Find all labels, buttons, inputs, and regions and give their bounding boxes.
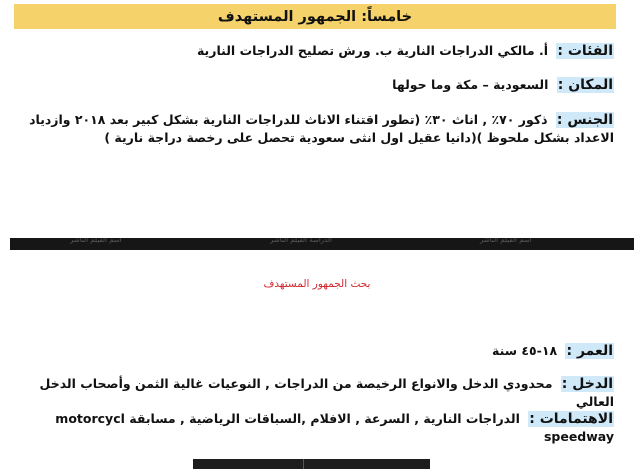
- age-value: ١٨-٤٥ سنة: [492, 343, 558, 358]
- interests-row: [0, 410, 614, 445]
- gender-value-line2: الاعداد بشكل ملحوظ )(دانيا عقيل اول انثى سعودية تحصل على رخصة دراجة نارية ): [104, 130, 614, 145]
- income-value: محدودي الدخل والانواع الرخيصة من الدراجات , النوعيات غالية الثمن وأصحاب الدخل العالي: [39, 376, 614, 409]
- interests-label: الاهتمامات :: [529, 411, 613, 427]
- categories-value: أ. مالكي الدراجات النارية ب. ورش تصليح الدراجات النارية: [196, 43, 548, 58]
- gender-label: الجنس :: [556, 112, 613, 128]
- gender-row: [22, 111, 614, 146]
- page-subtitle: بحث الجمهور المستهدف: [263, 278, 371, 290]
- bottom-tab-bar: [193, 459, 430, 469]
- faint-tab-2: الدراسة الفيلم الناشر: [270, 238, 332, 244]
- age-row: [492, 342, 614, 360]
- page-divider: [10, 238, 634, 250]
- age-label: العمر :: [566, 343, 613, 359]
- faint-tab-3: اسم الفيلم الناشر: [480, 238, 532, 244]
- section-title-bar: [14, 4, 616, 29]
- income-label: الدخل :: [561, 376, 613, 392]
- place-value: السعودية – مكة وما حولها: [392, 77, 549, 92]
- place-row: [392, 76, 614, 94]
- section-title: خامساً: الجمهور المستهدف: [217, 8, 413, 25]
- faint-tab-1: اسم الفيلم الناشر: [70, 238, 122, 244]
- gender-line-1: [22, 111, 614, 129]
- interests-value: الدراجات النارية , السرعة , الافلام ,السباقات الرياضية , مسابقة motorcycl speedway: [55, 411, 614, 444]
- categories-label: الفئات :: [557, 43, 613, 59]
- bottom-tab-separator: [303, 459, 304, 469]
- categories-row: [197, 42, 614, 60]
- gender-value-line1: ذكور ٧٠٪ , اناث ٣٠٪ (تطور اقتناء الاناث للدراجات النارية بشكل كبير بعد ٢٠١٨ وازدياد: [29, 112, 548, 127]
- income-row: [0, 375, 614, 410]
- place-label: المكان :: [557, 77, 613, 93]
